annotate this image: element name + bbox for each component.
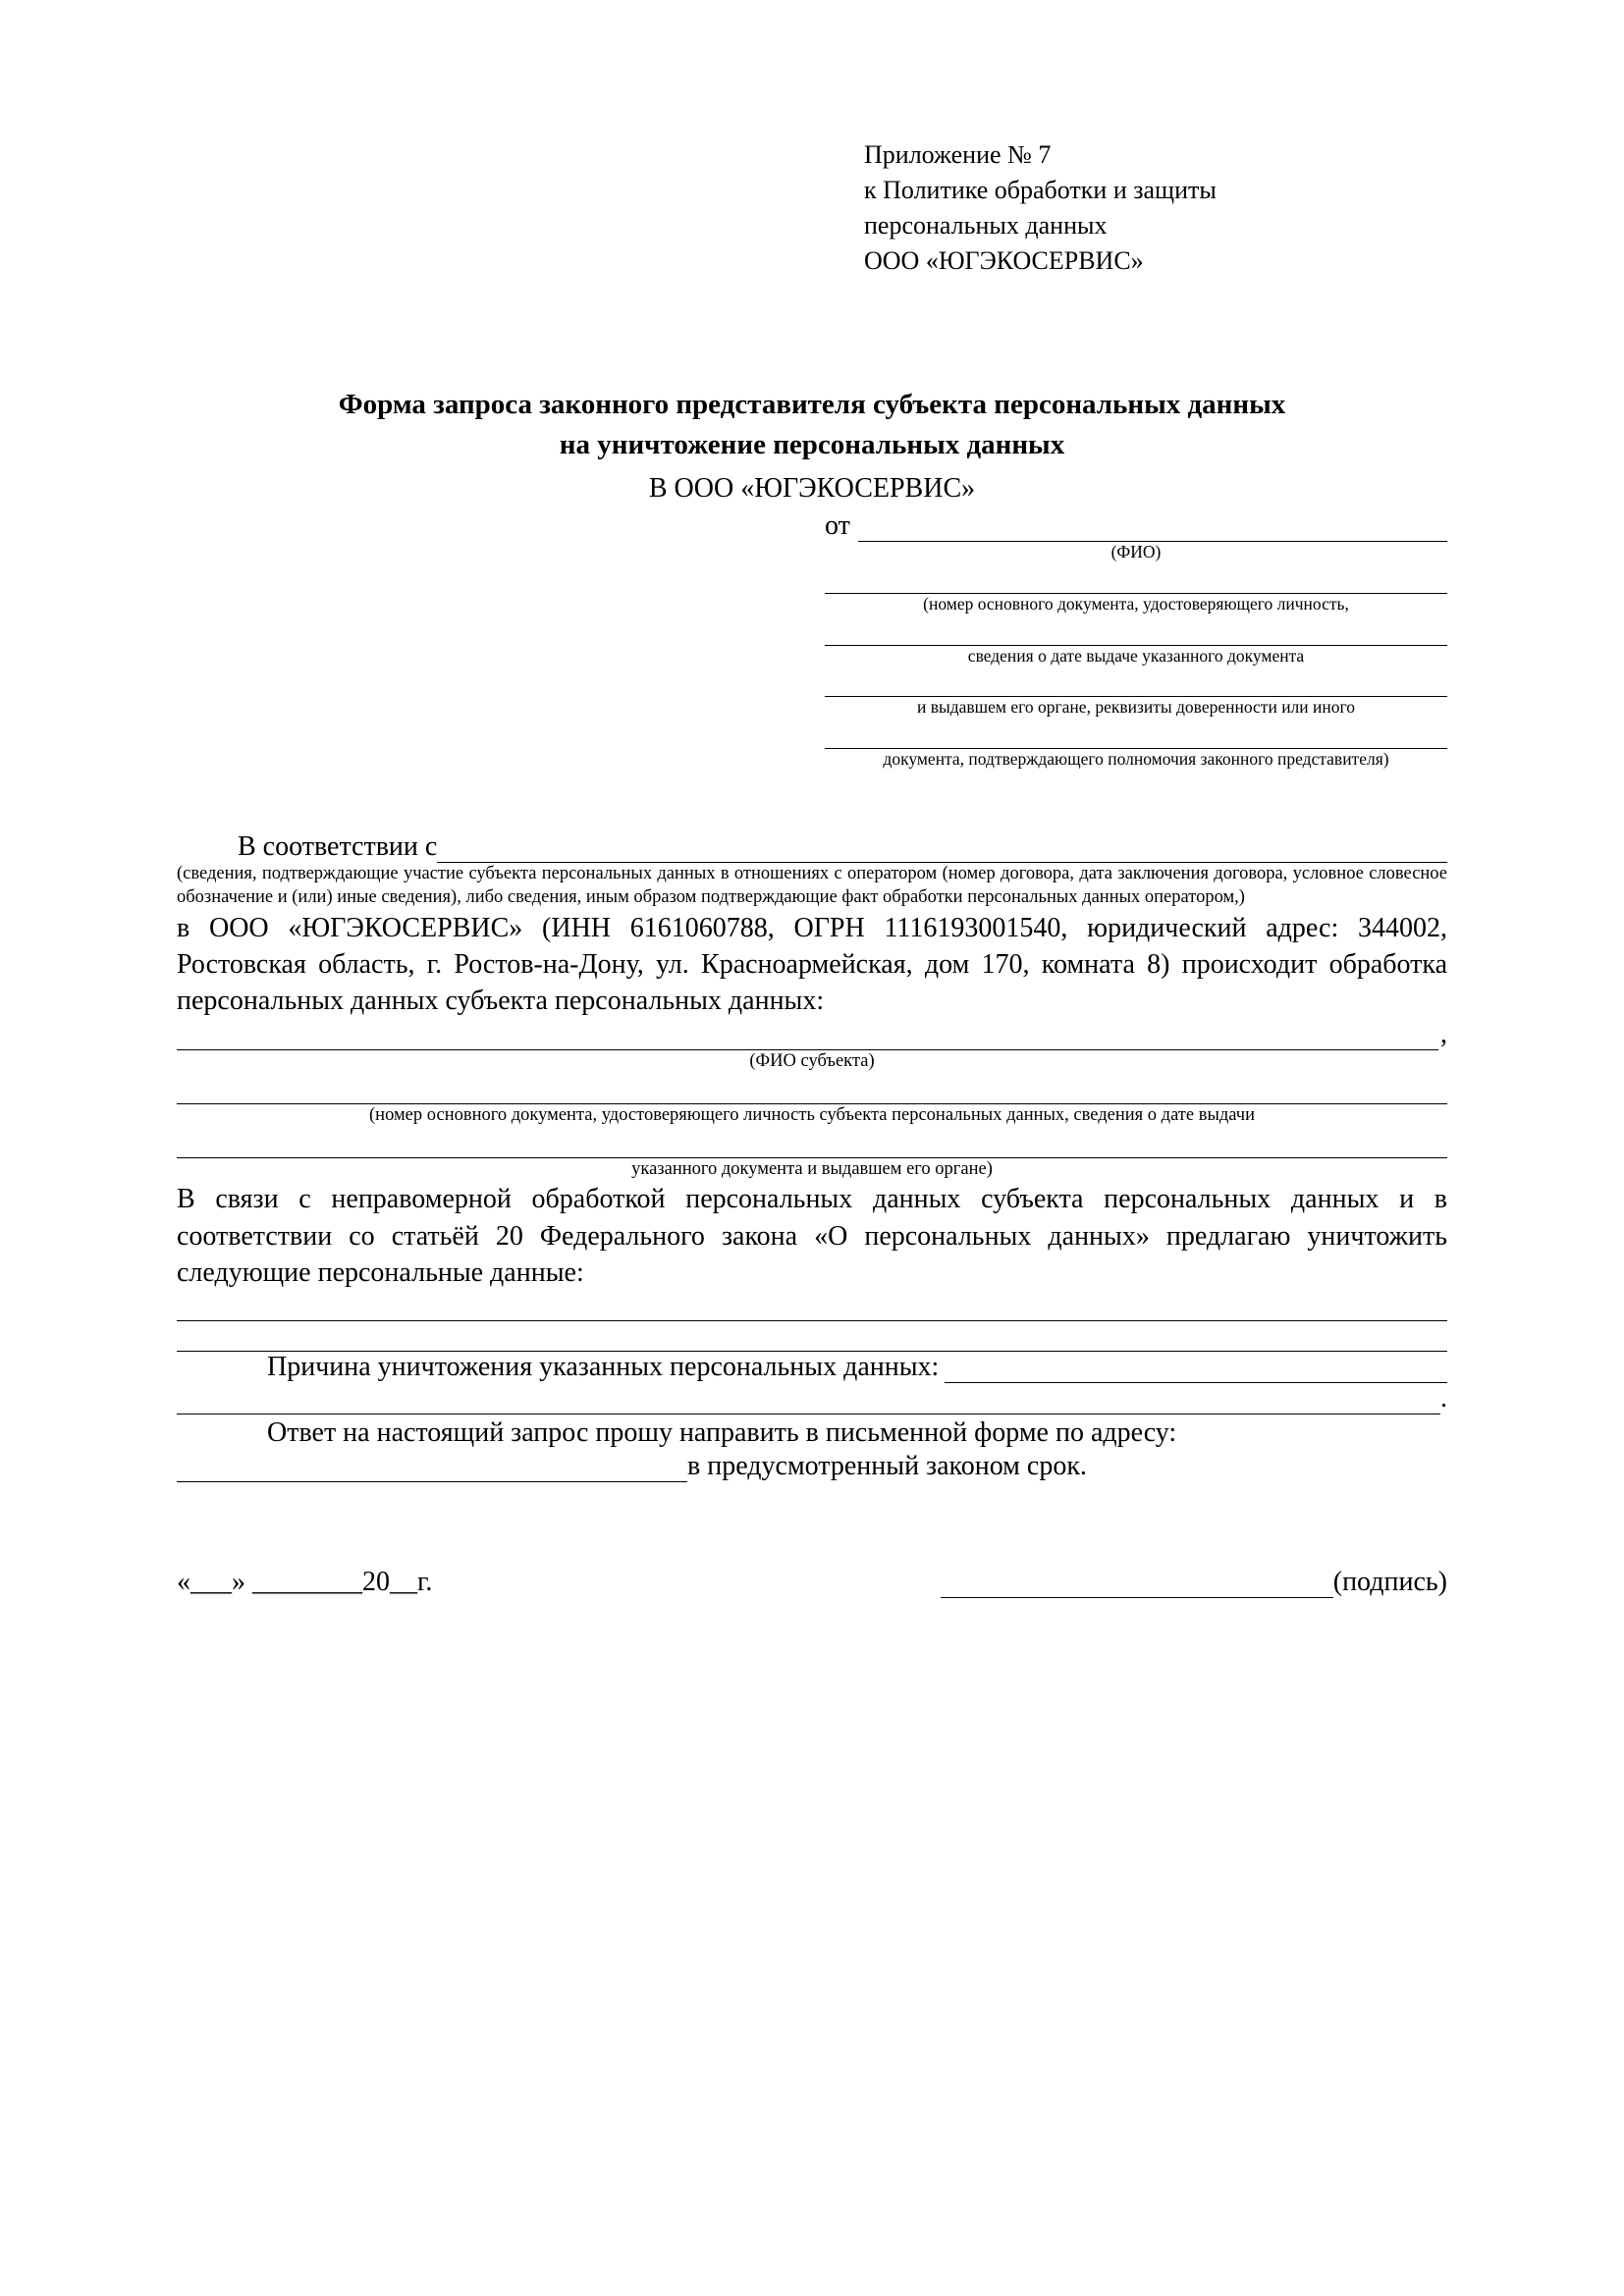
subject-document-caption-2: указанного документа и выдавшем его органе) [631, 1158, 993, 1179]
organization-processing-paragraph: в ООО «ЮГЭКОСЕРВИС» (ИНН 6161060788, ОГРН 1116193001540, юридический адрес: 344002, Ростовская область, г. Ростов-на-Дону, ул. Красноармейская, дом 170, комната 8) происходит обработка персональных данных субъекта персональных данных: [177, 912, 1447, 1017]
accordance-input-line[interactable] [437, 834, 1447, 863]
reason-row [177, 1352, 1447, 1383]
destruction-data-line-2[interactable] [177, 1321, 1447, 1352]
page-title-line-2: на уничтожение персональных данных [559, 428, 1065, 460]
accordance-label: В соответствии с [238, 831, 438, 863]
from-document-number-line[interactable] [825, 563, 1447, 594]
page-title-line-1: Форма запроса законного представителя субъекта персональных данных [338, 388, 1286, 420]
accordance-row [177, 831, 1447, 863]
subject-fio-caption: (ФИО субъекта) [749, 1051, 875, 1072]
subject-fio-comma: , [1440, 1019, 1447, 1050]
header-appendix-number: Приложение № 7 [864, 140, 1052, 169]
signature-input-line[interactable] [941, 1570, 1333, 1598]
from-fio-caption: (ФИО) [1110, 541, 1162, 561]
reason-continuation-row [177, 1383, 1447, 1415]
section-destruction [177, 1181, 1447, 1482]
signature-caption: (подпись) [1332, 1567, 1447, 1598]
subject-document-caption-1: (номер основного документа, удостоверяющего личность субъекта персональных данных, сведения о дате выдачи [369, 1104, 1255, 1125]
from-authority-document-line[interactable] [825, 719, 1447, 749]
addressee-organization: В ООО «ЮГЭКОСЕРВИС» [648, 472, 976, 504]
from-fio-input-line[interactable] [858, 513, 1447, 542]
signature-row [177, 1567, 1447, 1598]
answer-address-tail: в предусмотренный законом срок. [687, 1451, 1087, 1482]
reason-period: . [1440, 1382, 1447, 1414]
page-title [177, 385, 1447, 465]
accordance-note: (сведения, подтверждающие участие субъекта персональных данных в отношениях с оператором (номер договора, дата заключения договора, условное словесное обозначение и (или) иные сведения), либо сведения, иным образом подтверждающие факт обработки персональных данных оператором,) [177, 864, 1447, 907]
subject-document-line-2[interactable] [177, 1128, 1447, 1158]
header-policy-line-2: персональных данных [864, 210, 1108, 240]
date-field[interactable]: «___» ________20__г. [177, 1567, 433, 1598]
from-document-issuer-line[interactable] [825, 667, 1447, 697]
from-caption-document-issuer: и выдавшем его органе, реквизиты доверенности или иного [916, 697, 1356, 718]
destruction-paragraph: В связи с неправомерной обработкой персональных данных субъекта персональных данных и в соответствии со статьёй 20 Федерального закона «О персональных данных» предлагаю уничтожить следующие персональные данные: [177, 1184, 1447, 1288]
reason-input-line[interactable] [945, 1355, 1447, 1383]
from-label: от [825, 509, 850, 541]
answer-address-input-line[interactable] [177, 1452, 687, 1482]
answer-address-row [177, 1451, 1447, 1482]
subject-fio-input-line[interactable] [177, 1020, 1438, 1050]
from-row [177, 510, 1447, 542]
reason-input-line-2[interactable] [177, 1386, 1440, 1415]
answer-paragraph: Ответ на настоящий запрос прошу направить в письменной форме по адресу: [267, 1416, 1177, 1448]
header-policy-line-1: к Политике обработки и защиты [864, 175, 1217, 204]
header-organization: ООО «ЮГЭКОСЕРВИС» [864, 245, 1144, 275]
reason-label: Причина уничтожения указанных персональных данных: [267, 1351, 940, 1382]
subject-fio-row [177, 1019, 1447, 1050]
from-caption-document-date: сведения о дате выдаче указанного документа [967, 645, 1305, 666]
section-accordance [177, 831, 1447, 1181]
document-header [864, 137, 1447, 279]
subject-document-line-1[interactable] [177, 1074, 1447, 1104]
from-caption-authority-document: документа, подтверждающего полномочия законного представителя) [883, 749, 1389, 770]
destruction-data-line-1[interactable] [177, 1291, 1447, 1321]
signature-field [941, 1567, 1447, 1598]
from-caption-document-number: (номер основного документа, удостоверяющего личность, [923, 593, 1349, 614]
from-document-date-line[interactable] [825, 615, 1447, 646]
